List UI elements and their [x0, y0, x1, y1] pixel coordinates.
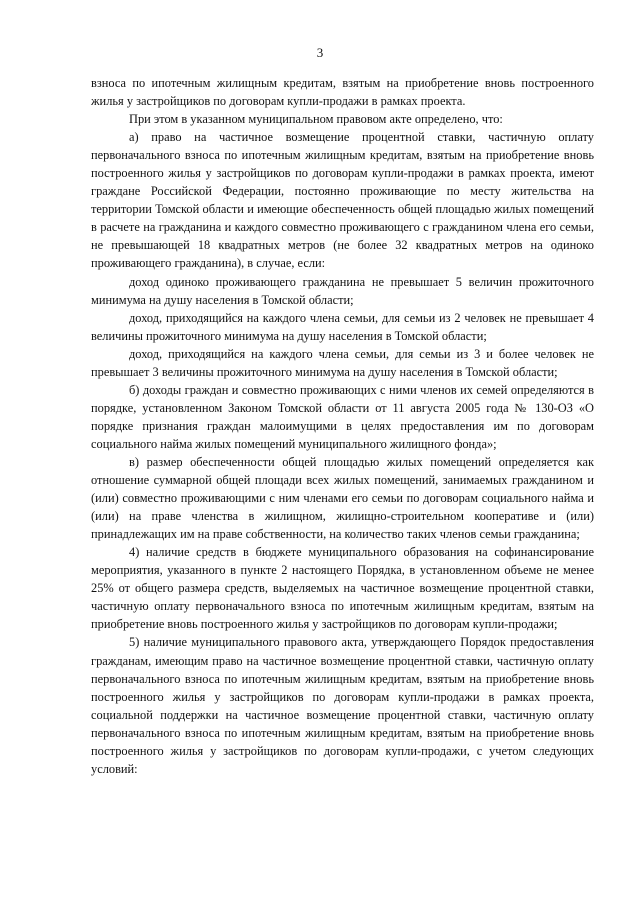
- paragraph: а) право на частичное возмещение процентной ставки, частичную оплату первоначального взноса по ипотечным жилищным кредитам, взятым на приобретение вновь построенного жилья у застройщиков по договорам купли-продажи в рамках проекта, имеют граждане Российской Федерации, постоянно проживающие по месту жительства на территории Томской области и имеющие обеспеченность общей площадью жилых помещений в расчете на гражданина и каждого совместно проживающего с гражданином члена его семьи, не превышающей 18 квадратных метров (не более 32 квадратных метров на одиноко проживающего гражданина), в случае, если:: [91, 130, 594, 271]
- page-number: 3: [316, 45, 324, 60]
- paragraph: При этом в указанном муниципальном правовом акте определено, что:: [129, 112, 503, 127]
- paragraph: доход одиноко проживающего гражданина не превышает 5 величин прожиточного минимума на душу населения в Томской области;: [91, 274, 594, 307]
- paragraph: доход, приходящийся на каждого члена семьи, для семьи из 2 человек не превышает 4 величины прожиточного минимума на душу населения в Томской области;: [91, 310, 594, 343]
- paragraph: б) доходы граждан и совместно проживающих с ними членов их семей определяются в порядке, установленном Законом Томской области от 11 августа 2005 года № 130-ОЗ «О порядке признания граждан малоимущими в целях предоставления им по договорам социального найма жилых помещений муниципального жилищного фонда»;: [91, 382, 594, 451]
- paragraph: в) размер обеспеченности общей площадью жилых помещений определяется как отношение суммарной общей площади всех жилых помещений, занимаемых гражданином и (или) совместно проживающими с ним членами его семьи по договорам социального найма и (или) на праве членства в жилищном, жилищно-строительном кооперативе и (или) принадлежащих им на праве собственности, на количество таких членов семьи гражданина;: [91, 454, 594, 542]
- paragraph: доход, приходящийся на каждого члена семьи, для семьи из 3 и более человек не превышает 3 величины прожиточного минимума на душу населения в Томской области;: [91, 346, 594, 379]
- document-body: [91, 74, 594, 778]
- paragraph: 5) наличие муниципального правового акта, утверждающего Порядок предоставления гражданам, имеющим право на частичное возмещение процентной ставки, частичную оплату первоначального взноса по ипотечным жилищным кредитам, взятым на приобретение вновь построенного жилья у застройщиков по договорам купли-продажи в рамках проекта, социальной поддержки на частичное возмещение процентной ставки, частичную оплату первоначального взноса по ипотечным жилищным кредитам, взятым на приобретение вновь построенного жилья у застройщиков по договорам купли-продажи, с учетом следующих условий:: [91, 635, 594, 776]
- paragraph: взноса по ипотечным жилищным кредитам, взятым на приобретение вновь построенного жилья у застройщиков по договорам купли-продажи в рамках проекта.: [91, 76, 594, 109]
- paragraph: 4) наличие средств в бюджете муниципального образования на софинансирование мероприятия, указанного в пункте 2 настоящего Порядка, в установленном объеме не менее 25% от общего размера средств, выделяемых на частичное возмещение процентной ставки, частичную оплату первоначального взноса по ипотечным жилищным кредитам, взятым на приобретение вновь построенного жилья у застройщиков по договорам купли-продажи;: [91, 545, 594, 632]
